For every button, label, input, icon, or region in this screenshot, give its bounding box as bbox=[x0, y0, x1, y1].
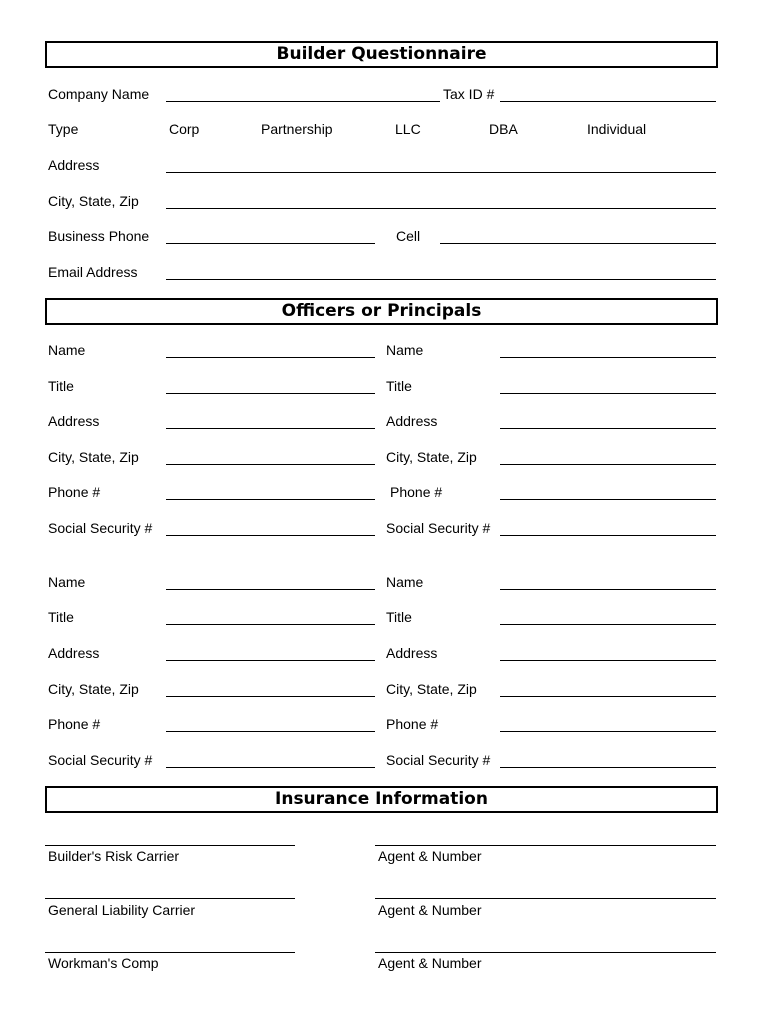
officer-2-phone-label: Phone # bbox=[390, 484, 443, 500]
officer-3-name-field[interactable] bbox=[166, 589, 375, 590]
officer-1-name-label: Name bbox=[48, 342, 86, 358]
officer-1-phone-label: Phone # bbox=[48, 484, 101, 500]
workmans-comp-label: Workman's Comp bbox=[48, 955, 159, 971]
officer-4-phone-label: Phone # bbox=[386, 716, 439, 732]
officer-2-name-field[interactable] bbox=[500, 357, 716, 358]
officer-2-city-field[interactable] bbox=[500, 464, 716, 465]
officer-1-title-label: Title bbox=[48, 378, 74, 394]
officer-4-city-label: City, State, Zip bbox=[386, 681, 477, 697]
officer-3-address-label: Address bbox=[48, 645, 100, 661]
officer-2-ssn-label: Social Security # bbox=[386, 520, 491, 536]
cell-label: Cell bbox=[396, 228, 421, 244]
officer-4-ssn-label: Social Security # bbox=[386, 752, 491, 768]
officer-3-phone-field[interactable] bbox=[166, 731, 375, 732]
company-city-state-zip-field[interactable] bbox=[166, 208, 716, 209]
company-address-label: Address bbox=[48, 157, 100, 173]
company-city-state-zip-label: City, State, Zip bbox=[48, 193, 139, 209]
officer-4-phone-field[interactable] bbox=[500, 731, 716, 732]
officer-3-title-field[interactable] bbox=[166, 624, 375, 625]
officer-4-name-field[interactable] bbox=[500, 589, 716, 590]
officer-4-city-field[interactable] bbox=[500, 696, 716, 697]
tax-id-label: Tax ID # bbox=[443, 86, 495, 102]
business-phone-label: Business Phone bbox=[48, 228, 150, 244]
email-address-label: Email Address bbox=[48, 264, 138, 280]
type-option-partnership[interactable]: Partnership bbox=[261, 121, 333, 137]
officer-2-city-label: City, State, Zip bbox=[386, 449, 477, 465]
officer-2-ssn-field[interactable] bbox=[500, 535, 716, 536]
tax-id-field[interactable] bbox=[500, 101, 716, 102]
officer-2-address-field[interactable] bbox=[500, 428, 716, 429]
officer-1-name-field[interactable] bbox=[166, 357, 375, 358]
type-option-llc[interactable]: LLC bbox=[395, 121, 421, 137]
builders-risk-agent-field[interactable] bbox=[375, 845, 716, 846]
officer-3-name-label: Name bbox=[48, 574, 86, 590]
section-header-insurance: Insurance Information bbox=[45, 786, 718, 813]
officer-2-phone-field[interactable] bbox=[500, 499, 716, 500]
email-address-field[interactable] bbox=[166, 279, 716, 280]
builders-risk-carrier-label: Builder's Risk Carrier bbox=[48, 848, 180, 864]
workmans-comp-agent-field[interactable] bbox=[375, 952, 716, 953]
officer-1-address-label: Address bbox=[48, 413, 100, 429]
officer-2-title-field[interactable] bbox=[500, 393, 716, 394]
officer-4-name-label: Name bbox=[386, 574, 424, 590]
officer-1-ssn-label: Social Security # bbox=[48, 520, 153, 536]
officer-1-address-field[interactable] bbox=[166, 428, 375, 429]
type-option-corp[interactable]: Corp bbox=[169, 121, 200, 137]
type-label: Type bbox=[48, 121, 79, 137]
officer-1-city-field[interactable] bbox=[166, 464, 375, 465]
officer-3-ssn-field[interactable] bbox=[166, 767, 375, 768]
section-header-officers: Officers or Principals bbox=[45, 298, 718, 325]
type-option-dba[interactable]: DBA bbox=[489, 121, 518, 137]
company-name-field[interactable] bbox=[166, 101, 440, 102]
general-liability-agent-label: Agent & Number bbox=[378, 902, 482, 918]
builders-risk-carrier-field[interactable] bbox=[45, 845, 295, 846]
general-liability-carrier-label: General Liability Carrier bbox=[48, 902, 196, 918]
workmans-comp-agent-label: Agent & Number bbox=[378, 955, 482, 971]
officer-4-ssn-field[interactable] bbox=[500, 767, 716, 768]
officer-1-title-field[interactable] bbox=[166, 393, 375, 394]
officer-2-name-label: Name bbox=[386, 342, 424, 358]
builders-risk-agent-label: Agent & Number bbox=[378, 848, 482, 864]
officer-1-city-label: City, State, Zip bbox=[48, 449, 139, 465]
officer-4-title-label: Title bbox=[386, 609, 412, 625]
officer-4-address-field[interactable] bbox=[500, 660, 716, 661]
officer-3-city-field[interactable] bbox=[166, 696, 375, 697]
officer-3-phone-label: Phone # bbox=[48, 716, 101, 732]
company-name-label: Company Name bbox=[48, 86, 150, 102]
officer-3-ssn-label: Social Security # bbox=[48, 752, 153, 768]
section-header-builder-questionnaire: Builder Questionnaire bbox=[45, 41, 718, 68]
officer-1-ssn-field[interactable] bbox=[166, 535, 375, 536]
cell-field[interactable] bbox=[440, 243, 716, 244]
business-phone-field[interactable] bbox=[166, 243, 375, 244]
general-liability-carrier-field[interactable] bbox=[45, 898, 295, 899]
officer-1-phone-field[interactable] bbox=[166, 499, 375, 500]
workmans-comp-field[interactable] bbox=[45, 952, 295, 953]
officer-3-title-label: Title bbox=[48, 609, 74, 625]
officer-2-title-label: Title bbox=[386, 378, 412, 394]
type-option-individual[interactable]: Individual bbox=[587, 121, 647, 137]
officer-4-address-label: Address bbox=[386, 645, 438, 661]
officer-2-address-label: Address bbox=[386, 413, 438, 429]
officer-3-address-field[interactable] bbox=[166, 660, 375, 661]
company-address-field[interactable] bbox=[166, 172, 716, 173]
officer-3-city-label: City, State, Zip bbox=[48, 681, 139, 697]
general-liability-agent-field[interactable] bbox=[375, 898, 716, 899]
officer-4-title-field[interactable] bbox=[500, 624, 716, 625]
